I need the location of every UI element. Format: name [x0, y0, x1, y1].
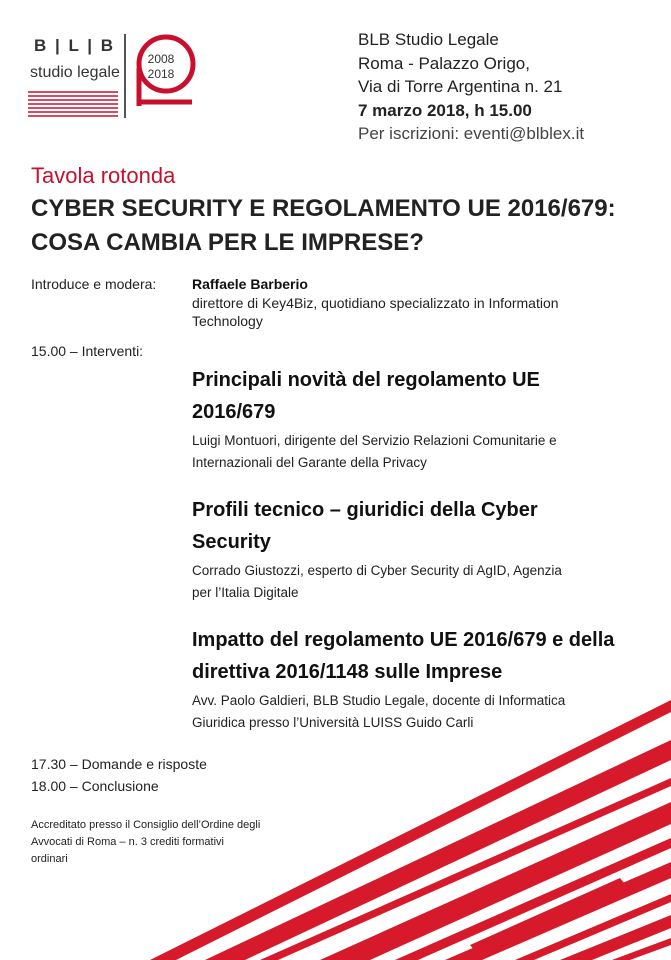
- firm-name: BLB Studio Legale: [358, 30, 499, 49]
- badge-year-start: 2008: [147, 52, 175, 66]
- talks-label: 15.00 – Interventi:: [31, 343, 144, 359]
- talk-speaker: Luigi Montuori, dirigente del Servizio Relazioni Comunitarie e Internazionali del Garante della Privacy: [192, 433, 557, 470]
- logo-subtitle: studio legale: [30, 64, 120, 81]
- talk-item: [192, 494, 652, 604]
- talk-speaker: Avv. Paolo Galdieri, BLB Studio Legale, docente di Informatica Giuridica presso l’Università LUISS Guido Carli: [192, 693, 566, 730]
- event-info: [358, 28, 584, 146]
- qa-session: 17.30 – Domande e risposte: [31, 756, 207, 772]
- talk-item: [192, 364, 652, 474]
- conclusion: 18.00 – Conclusione: [31, 778, 159, 794]
- event-date: 7 marzo 2018, h 15.00: [358, 100, 532, 120]
- talk-title: Principali novità del regolamento UE 2016/679: [192, 369, 540, 423]
- moderator-name: Raffaele Barberio: [192, 276, 308, 292]
- firm-logo: [28, 32, 198, 124]
- talk-speaker: Corrado Giustozzi, esperto di Cyber Security di AgID, Agenzia per l’Italia Digitale: [192, 563, 562, 600]
- event-kind: Tavola rotonda: [31, 163, 176, 188]
- logo-stripes-icon: [28, 90, 120, 120]
- talk-title: Impatto del regolamento UE 2016/679 e della direttiva 2016/1148 sulle Imprese: [192, 629, 615, 683]
- badge-year-end: 2018: [147, 67, 175, 81]
- venue: Roma - Palazzo Origo,: [358, 53, 530, 73]
- moderator-label: Introduce e modera:: [31, 276, 157, 292]
- logo-letters: B | L | B: [34, 36, 116, 55]
- talk-item: [192, 624, 652, 734]
- logo-divider: [124, 34, 126, 118]
- registration-info: Per iscrizioni: eventi@blblex.it: [358, 124, 585, 143]
- moderator-description: direttore di Key4Biz, quotidiano specializzato in Information Technology: [192, 295, 559, 329]
- talk-title: Profili tecnico – giuridici della Cyber Security: [192, 499, 538, 553]
- accreditation-note: Accreditato presso il Consiglio dell’Ordine degli Avvocati di Roma – n. 3 crediti formativi ordinari: [31, 819, 261, 865]
- street-address: Via di Torre Argentina n. 21: [358, 77, 563, 96]
- event-title: CYBER SECURITY E REGOLAMENTO UE 2016/679: COSA CAMBIA PER LE IMPRESE?: [31, 195, 616, 256]
